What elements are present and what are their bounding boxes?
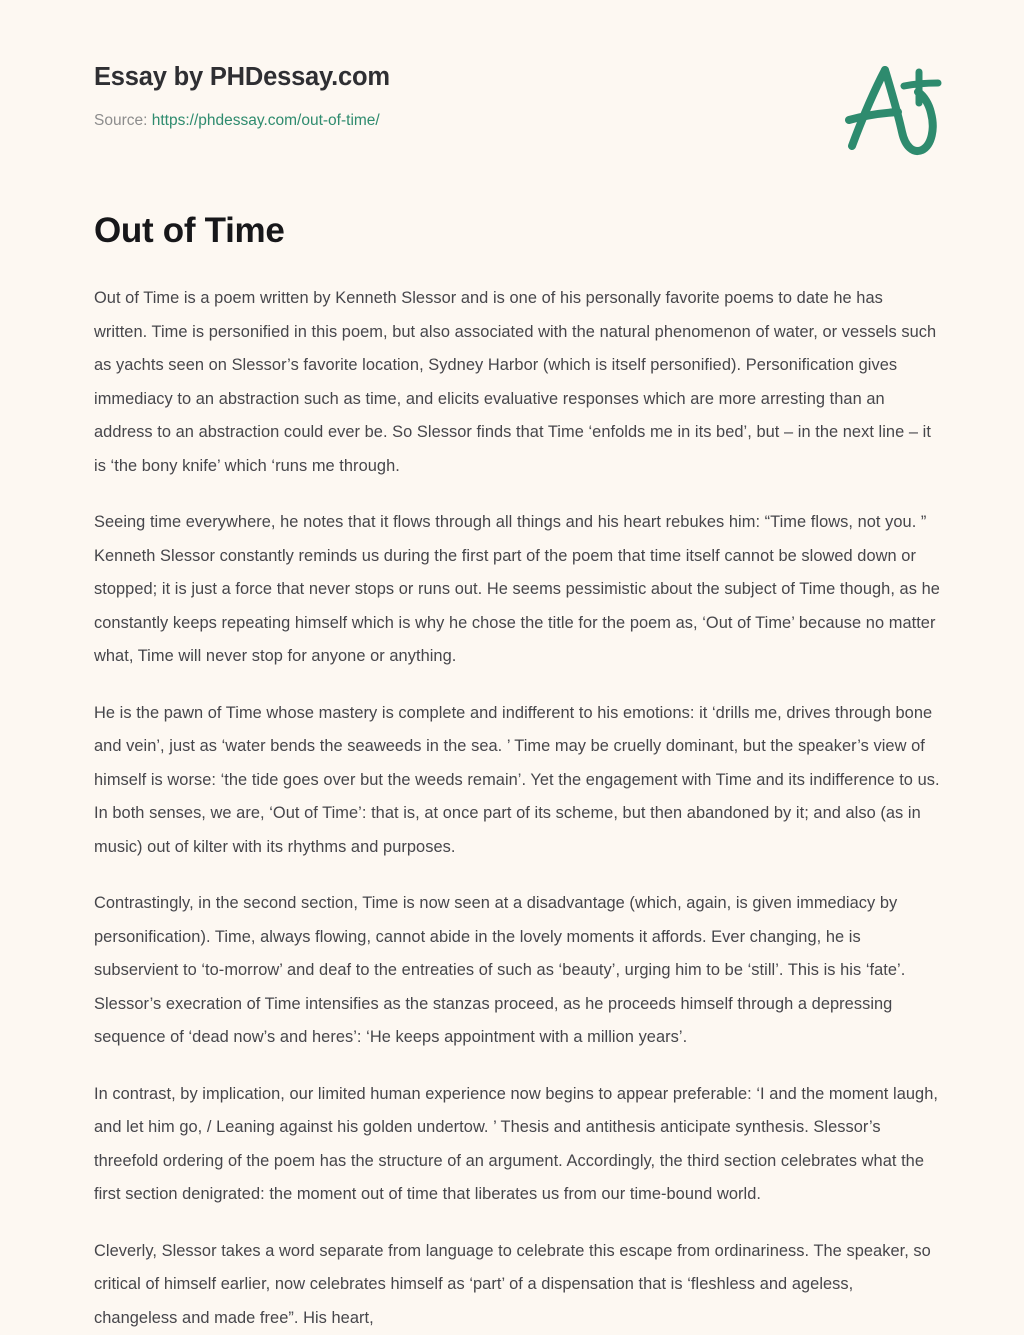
paragraph: In contrast, by implication, our limited human experience now begins to appear preferable: ‘I and the moment laugh, and let him go, / Leaning against his golden undertow. ’ Thesis and antithesis anticipate synthesis. Slessor’s threefold ordering of the poem has the structure of an argument. Accordingly, the third section celebrates what the first section denigrated: the moment out of time that liberates us from our time-bound world. bbox=[94, 1084, 938, 1204]
page-header bbox=[0, 0, 1024, 155]
source-line bbox=[94, 111, 940, 131]
paragraph: Seeing time everywhere, he notes that it flows through all things and his heart rebukes him: “Time flows, not you. ” Kenneth Slessor constantly reminds us during the first part of the poem that time itself cannot be slowed down or stopped; it is just a force that never stops or runs out. He seems pessimistic about the subject of Time though, as he constantly keeps repeating himself which is why he chose the title for the poem as, ‘Out of Time’ because no matter what, Time will never stop for anyone or anything. bbox=[94, 513, 940, 666]
article-body bbox=[0, 251, 1024, 1335]
paragraph: Contrastingly, in the second section, Time is now seen at a disadvantage (which, again, is given immediacy by personification). Time, always flowing, cannot abide in the lovely moments it affords. Ever changing, he is subservient to ‘to-morrow’ and deaf to the entreaties of such as ‘beauty’, urging him to be ‘still’. This is his ‘fate’. Slessor’s execration of Time intensifies as the stanzas proceed, as he proceeds himself through a depressing sequence of ‘dead now’s and heres’: ‘He keeps appointment with a million years’. bbox=[94, 894, 906, 1047]
paragraph: He is the pawn of Time whose mastery is complete and indifferent to his emotions: it ‘drills me, drives through bone and vein’, just as ‘water bends the seaweeds in the sea. ’ Time may be cruelly dominant, but the speaker’s view of himself is worse: ‘the tide goes over but the weeds remain’. Yet the engagement with Time and its indifference to us. In both senses, we are, ‘Out of Time’: that is, at once part of its scheme, but then abandoned by it; and also (as in music) out of kilter with its rhythms and purposes. bbox=[94, 703, 940, 856]
source-url-link[interactable]: https://phdessay.com/out-of-time/ bbox=[151, 111, 380, 129]
paragraph: Cleverly, Slessor takes a word separate from language to celebrate this escape from ordinariness. The speaker, so critical of himself earlier, now celebrates himself as ‘part’ of a dispensation that is ‘fleshless and ageless, changeless and made free”. His heart, bbox=[94, 1241, 931, 1327]
brand-title: Essay by PHDessay.com bbox=[94, 63, 390, 91]
page-title: Out of Time bbox=[94, 211, 285, 250]
a-plus-logo bbox=[828, 58, 948, 164]
source-label: Source: bbox=[94, 111, 148, 129]
paragraph: Out of Time is a poem written by Kenneth Slessor and is one of his personally favorite poems to date he has written. Time is personified in this poem, but also associated with the natural phenomenon of water, or vessels such as yachts seen on Slessor’s favorite location, Sydney Harbor (which is itself personified). Personification gives immediacy to an abstraction such as time, and elicits evaluative responses which are more arresting than an address to an abstraction could ever be. So Slessor finds that Time ‘enfolds me in its bed’, but – in the next line – it is ‘the bony knife’ which ‘runs me through. bbox=[94, 289, 937, 475]
